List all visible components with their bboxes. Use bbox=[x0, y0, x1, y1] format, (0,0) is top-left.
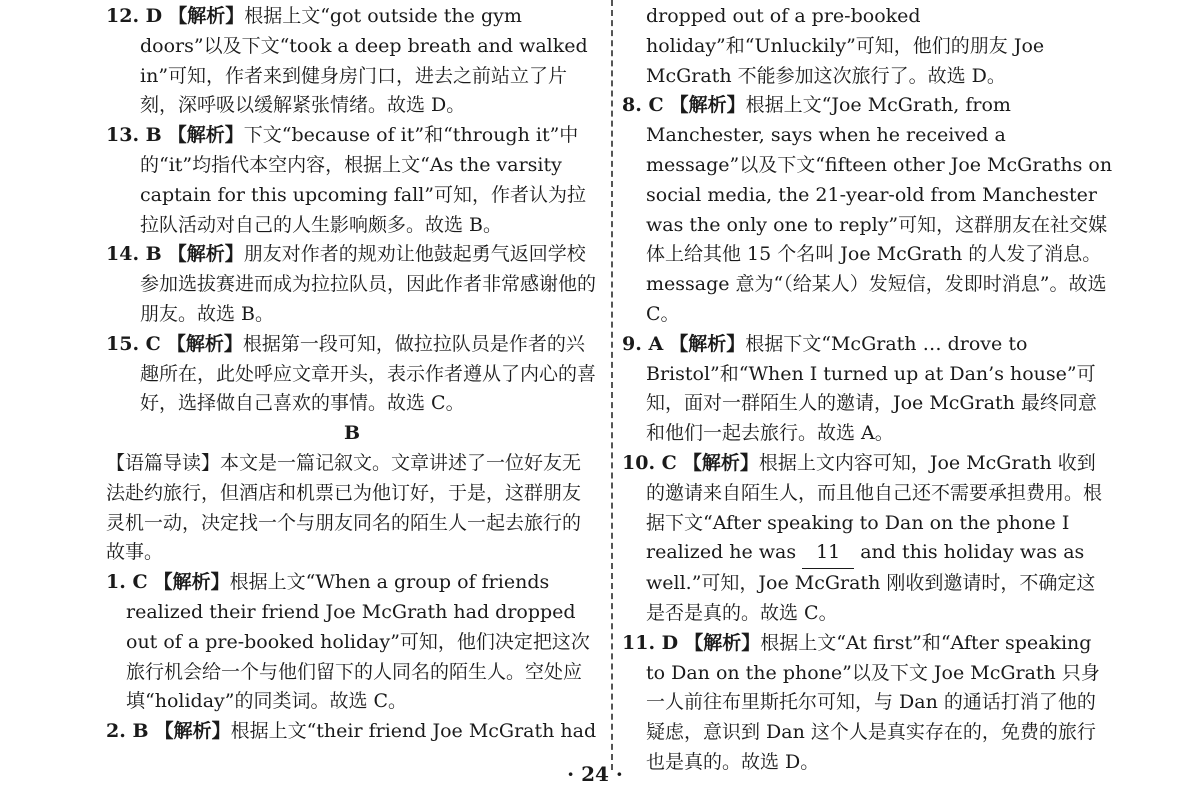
answer-item: 14. B 【解析】朋友对作者的规劝让他鼓起勇气返回学校参加选拔赛进而成为拉拉队员，因此作者非常感谢他的朋友。故选 B。 bbox=[106, 243, 597, 325]
section-heading: B bbox=[343, 422, 361, 445]
left-column bbox=[106, 2, 598, 747]
answer-item: 10. C 【解析】根据上文内容可知，Joe McGrath 收到的邀请来自陌生人，而且他自己还不需要承担费用。根据下文“After speaking to Dan on the phone I realized he was 11 and this holiday was as well.”可知，Joe McGrath 刚收到邀请时，不确定这是否是真的。故选 C。 bbox=[622, 451, 1103, 624]
passage-intro: 【语篇导读】本文是一篇记叙文。文章讲述了一位好友无法赴约旅行，但酒店和机票已为他订好，于是，这群朋友灵机一动，决定找一个与朋友同名的陌生人一起去旅行的故事。 bbox=[106, 451, 582, 564]
answer-item: 11. D 【解析】根据上文“At first”和“After speaking to Dan on the phone”以及下文 Joe McGrath 只身一人前往布里斯托尔可知，与 Dan 的通话打消了他的疑虑，意识到 Dan 这个人是真实存在的，免费的旅行也是真的。故选 D。 bbox=[622, 631, 1100, 773]
right-column bbox=[622, 2, 1114, 778]
answer-item: 15. C 【解析】根据第一段可知，做拉拉队员是作者的兴趣所在，此处呼应文章开头，表示作者遵从了内心的喜好，选择做自己喜欢的事情。故选 C。 bbox=[106, 332, 597, 415]
answer-continuation: dropped out of a pre-booked holiday”和“Unluckily”可知，他们的朋友 Joe McGrath 不能参加这次旅行了。故选 D。 bbox=[646, 5, 1045, 87]
answer-item: 2. B 【解析】根据上文“their friend Joe McGrath had bbox=[106, 720, 597, 743]
answer-item: 1. C 【解析】根据上文“When a group of friends realized their friend Joe McGrath had dropped out of a pre-booked holiday”可知，他们决定把这次旅行机会给一个与他们留下的人同名的陌生人。空处应填“holiday”的同类词。故选 C。 bbox=[106, 571, 590, 713]
answer-item: 9. A 【解析】根据下文“McGrath … drove to Bristol”和“When I turned up at Dan’s house”可知，面对一群陌生人的邀请，Joe McGrath 最终同意和他们一起去旅行。故选 A。 bbox=[622, 332, 1097, 445]
page-number: · 24 · bbox=[567, 762, 623, 786]
fill-blank: 11 bbox=[802, 538, 854, 569]
answer-item: 8. C 【解析】根据上文“Joe McGrath, from Manchester, says when he received a message”以及下文“fifteen other Joe McGraths on social media, the 21-year-old from Manchester was the only one to reply”可知，这群朋友在社交媒体上给其他 15 个名叫 Joe McGrath 的人发了消息。message 意为“（给某人）发短信，发即时消息”。故选 C。 bbox=[622, 94, 1113, 325]
answer-item: 13. B 【解析】下文“because of it”和“through it”中的“it”均指代本空内容，根据上文“As the varsity captain for this upcoming fall”可知，作者认为拉拉队活动对自己的人生影响颇多。故选 B。 bbox=[106, 124, 587, 236]
answer-item: 12. D 【解析】根据上文“got outside the gym doors”以及下文“took a deep breath and walked in”可知，作者来到健身房门口，进去之前站立了片刻，深呼吸以缓解紧张情绪。故选 D。 bbox=[106, 5, 588, 117]
column-divider bbox=[611, 0, 613, 770]
